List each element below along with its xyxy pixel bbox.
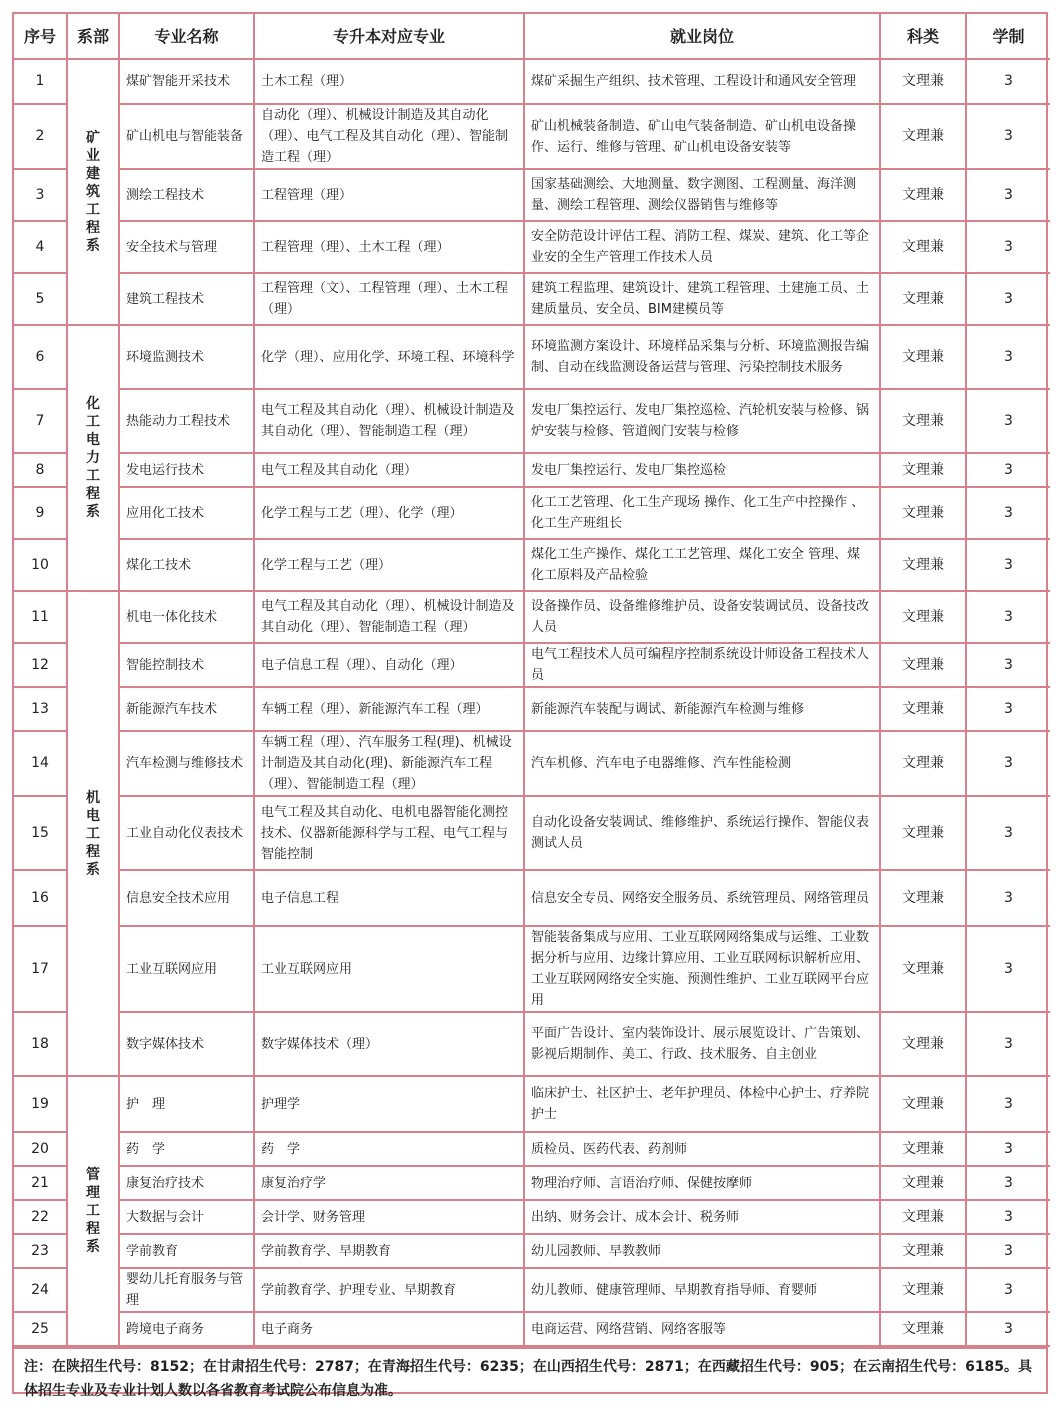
- table-row: [14, 273, 1050, 325]
- upgrade-major: 土木工程（理）: [254, 59, 524, 104]
- row-index: 1: [14, 59, 67, 104]
- job-positions: 发电厂集控运行、发电厂集控巡检: [524, 453, 880, 487]
- duration: 3: [966, 325, 1050, 389]
- row-index: 9: [14, 487, 67, 539]
- row-index: 4: [14, 221, 67, 273]
- job-positions: 环境监测方案设计、环境样品采集与分析、环境监测报告编制、自动在线监测设备运营与管理、污染控制技术服务: [524, 325, 880, 389]
- row-index: 6: [14, 325, 67, 389]
- major-name: 康复治疗技术: [119, 1166, 254, 1200]
- job-positions: 发电厂集控运行、发电厂集控巡检、汽轮机安装与检修、锅炉安装与检修、管道阀门安装与检修: [524, 389, 880, 453]
- header-category: 科类: [880, 14, 966, 59]
- major-name: 煤矿智能开采技术: [119, 59, 254, 104]
- admissions-table-frame: [12, 12, 1048, 1399]
- job-positions: 新能源汽车装配与调试、新能源汽车检测与维修: [524, 687, 880, 731]
- category: 文理兼: [880, 591, 966, 643]
- table-row: [14, 1200, 1050, 1234]
- category: 文理兼: [880, 487, 966, 539]
- major-name: 药 学: [119, 1132, 254, 1166]
- duration: 3: [966, 1132, 1050, 1166]
- job-positions: 质检员、医药代表、药剂师: [524, 1132, 880, 1166]
- row-index: 15: [14, 796, 67, 870]
- row-index: 14: [14, 731, 67, 796]
- job-positions: 国家基础测绘、大地测量、数字测图、工程测量、海洋测量、测绘工程管理、测绘仪器销售与维修等: [524, 169, 880, 221]
- upgrade-major: 工业互联网应用: [254, 926, 524, 1012]
- row-index: 13: [14, 687, 67, 731]
- row-index: 18: [14, 1012, 67, 1076]
- major-name: 新能源汽车技术: [119, 687, 254, 731]
- category: 文理兼: [880, 687, 966, 731]
- table-row: [14, 643, 1050, 687]
- category: 文理兼: [880, 643, 966, 687]
- majors-table: [14, 14, 1050, 1347]
- major-name: 测绘工程技术: [119, 169, 254, 221]
- job-positions: 电商运营、网络营销、网络客服等: [524, 1312, 880, 1346]
- row-index: 25: [14, 1312, 67, 1346]
- duration: 3: [966, 221, 1050, 273]
- table-row: [14, 221, 1050, 273]
- duration: 3: [966, 1234, 1050, 1268]
- table-row: [14, 325, 1050, 389]
- major-name: 建筑工程技术: [119, 273, 254, 325]
- department-name: 机电工程系: [86, 789, 100, 878]
- category: 文理兼: [880, 325, 966, 389]
- row-index: 17: [14, 926, 67, 1012]
- job-positions: 建筑工程监理、建筑设计、建筑工程管理、土建施工员、土建质量员、安全员、BIM建模员等: [524, 273, 880, 325]
- header-duration: 学制: [966, 14, 1050, 59]
- duration: 3: [966, 870, 1050, 926]
- upgrade-major: 药 学: [254, 1132, 524, 1166]
- upgrade-major: 数字媒体技术（理）: [254, 1012, 524, 1076]
- duration: 3: [966, 59, 1050, 104]
- major-name: 煤化工技术: [119, 539, 254, 591]
- job-positions: 物理治疗师、言语治疗师、保健按摩师: [524, 1166, 880, 1200]
- upgrade-major: 化学工程与工艺（理）: [254, 539, 524, 591]
- category: 文理兼: [880, 1234, 966, 1268]
- row-index: 22: [14, 1200, 67, 1234]
- category: 文理兼: [880, 870, 966, 926]
- category: 文理兼: [880, 731, 966, 796]
- row-index: 16: [14, 870, 67, 926]
- upgrade-major: 电气工程及其自动化（理）、机械设计制造及其自动化（理）、智能制造工程（理）: [254, 591, 524, 643]
- department-name: 矿业建筑工程系: [86, 130, 100, 254]
- table-row: [14, 1312, 1050, 1346]
- job-positions: 幼儿教师、健康管理师、早期教育指导师、育婴师: [524, 1268, 880, 1312]
- major-name: 应用化工技术: [119, 487, 254, 539]
- table-row: [14, 1234, 1050, 1268]
- table-row: [14, 487, 1050, 539]
- duration: 3: [966, 687, 1050, 731]
- job-positions: 煤化工生产操作、煤化工工艺管理、煤化工安全 管理、煤化工原料及产品检验: [524, 539, 880, 591]
- table-header-row: [14, 14, 1050, 59]
- table-row: [14, 59, 1050, 104]
- category: 文理兼: [880, 1012, 966, 1076]
- upgrade-major: 学前教育学、护理专业、早期教育: [254, 1268, 524, 1312]
- header-jobs: 就业岗位: [524, 14, 880, 59]
- table-row: [14, 104, 1050, 169]
- duration: 3: [966, 389, 1050, 453]
- category: 文理兼: [880, 1132, 966, 1166]
- major-name: 跨境电子商务: [119, 1312, 254, 1346]
- category: 文理兼: [880, 1076, 966, 1132]
- department-cell: [67, 325, 119, 591]
- upgrade-major: 学前教育学、早期教育: [254, 1234, 524, 1268]
- upgrade-major: 会计学、财务管理: [254, 1200, 524, 1234]
- table-row: [14, 1076, 1050, 1132]
- job-positions: 矿山机械装备制造、矿山电气装备制造、矿山机电设备操作、运行、维修与管理、矿山机电设备安装等: [524, 104, 880, 169]
- major-name: 工业自动化仪表技术: [119, 796, 254, 870]
- major-name: 汽车检测与维修技术: [119, 731, 254, 796]
- upgrade-major: 工程管理（理）: [254, 169, 524, 221]
- upgrade-major: 化学工程与工艺（理）、化学（理）: [254, 487, 524, 539]
- duration: 3: [966, 1312, 1050, 1346]
- job-positions: 设备操作员、设备维修维护员、设备安装调试员、设备技改人员: [524, 591, 880, 643]
- table-row: [14, 1132, 1050, 1166]
- job-positions: 临床护士、社区护士、老年护理员、体检中心护士、疗养院护士: [524, 1076, 880, 1132]
- duration: 3: [966, 591, 1050, 643]
- table-row: [14, 591, 1050, 643]
- table-row: [14, 687, 1050, 731]
- table-row: [14, 1012, 1050, 1076]
- row-index: 7: [14, 389, 67, 453]
- header-department: 系部: [67, 14, 119, 59]
- row-index: 11: [14, 591, 67, 643]
- upgrade-major: 电子信息工程: [254, 870, 524, 926]
- duration: 3: [966, 1076, 1050, 1132]
- duration: 3: [966, 796, 1050, 870]
- upgrade-major: 康复治疗学: [254, 1166, 524, 1200]
- category: 文理兼: [880, 1166, 966, 1200]
- upgrade-major: 工程管理（理）、土木工程（理）: [254, 221, 524, 273]
- footnote: 注：在陕招生代号：8152；在甘肃招生代号：2787；在青海招生代号：6235；在山西招生代号：2871；在西藏招生代号：905；在云南招生代号：6185。具体招生专业及专业计划人数以各省教育考试院公布信息为准。: [14, 1347, 1046, 1411]
- major-name: 信息安全技术应用: [119, 870, 254, 926]
- job-positions: 自动化设备安装调试、维修维护、系统运行操作、智能仪表测试人员: [524, 796, 880, 870]
- upgrade-major: 护理学: [254, 1076, 524, 1132]
- row-index: 10: [14, 539, 67, 591]
- row-index: 21: [14, 1166, 67, 1200]
- major-name: 工业互联网应用: [119, 926, 254, 1012]
- category: 文理兼: [880, 796, 966, 870]
- job-positions: 智能装备集成与应用、工业互联网网络集成与运维、工业数据分析与应用、边缘计算应用、工业互联网标识解析应用、工业互联网网络安全实施、预测性维护、工业互联网平台应用: [524, 926, 880, 1012]
- row-index: 8: [14, 453, 67, 487]
- upgrade-major: 车辆工程（理）、汽车服务工程(理)、机械设计制造及其自动化(理)、新能源汽车工程（理）、智能制造工程（理）: [254, 731, 524, 796]
- category: 文理兼: [880, 539, 966, 591]
- job-positions: 信息安全专员、网络安全服务员、系统管理员、网络管理员: [524, 870, 880, 926]
- major-name: 数字媒体技术: [119, 1012, 254, 1076]
- major-name: 机电一体化技术: [119, 591, 254, 643]
- job-positions: 平面广告设计、室内装饰设计、展示展览设计、广告策划、影视后期制作、美工、行政、技术服务、自主创业: [524, 1012, 880, 1076]
- category: 文理兼: [880, 926, 966, 1012]
- row-index: 20: [14, 1132, 67, 1166]
- major-name: 护 理: [119, 1076, 254, 1132]
- major-name: 大数据与会计: [119, 1200, 254, 1234]
- department-name: 管理工程系: [86, 1167, 100, 1255]
- duration: 3: [966, 1166, 1050, 1200]
- table-row: [14, 389, 1050, 453]
- category: 文理兼: [880, 104, 966, 169]
- upgrade-major: 车辆工程（理）、新能源汽车工程（理）: [254, 687, 524, 731]
- duration: 3: [966, 1268, 1050, 1312]
- upgrade-major: 电气工程及其自动化、电机电器智能化测控技术、仪器新能源科学与工程、电气工程与智能控制: [254, 796, 524, 870]
- header-index: 序号: [14, 14, 67, 59]
- table-row: [14, 731, 1050, 796]
- table-row: [14, 926, 1050, 1012]
- category: 文理兼: [880, 169, 966, 221]
- job-positions: 幼儿园教师、早教教师: [524, 1234, 880, 1268]
- job-positions: 出纳、财务会计、成本会计、税务师: [524, 1200, 880, 1234]
- department-cell: [67, 591, 119, 1076]
- upgrade-major: 自动化（理）、机械设计制造及其自动化（理）、电气工程及其自动化（理）、智能制造工程（理）: [254, 104, 524, 169]
- duration: 3: [966, 1012, 1050, 1076]
- job-positions: 煤矿采掘生产组织、技术管理、工程设计和通风安全管理: [524, 59, 880, 104]
- table-row: [14, 1166, 1050, 1200]
- major-name: 矿山机电与智能装备: [119, 104, 254, 169]
- row-index: 19: [14, 1076, 67, 1132]
- table-row: [14, 169, 1050, 221]
- major-name: 安全技术与管理: [119, 221, 254, 273]
- table-body: [14, 59, 1050, 1346]
- category: 文理兼: [880, 221, 966, 273]
- category: 文理兼: [880, 389, 966, 453]
- table-row: [14, 870, 1050, 926]
- job-positions: 电气工程技术人员可编程序控制系统设计师设备工程技术人员: [524, 643, 880, 687]
- upgrade-major: 工程管理（文）、工程管理（理）、土木工程（理）: [254, 273, 524, 325]
- category: 文理兼: [880, 453, 966, 487]
- duration: 3: [966, 487, 1050, 539]
- duration: 3: [966, 731, 1050, 796]
- upgrade-major: 电子信息工程（理）、自动化（理）: [254, 643, 524, 687]
- row-index: 5: [14, 273, 67, 325]
- category: 文理兼: [880, 273, 966, 325]
- duration: 3: [966, 643, 1050, 687]
- major-name: 热能动力工程技术: [119, 389, 254, 453]
- header-upgrade-major: 专升本对应专业: [254, 14, 524, 59]
- duration: 3: [966, 169, 1050, 221]
- table-row: [14, 453, 1050, 487]
- job-positions: 汽车机修、汽车电子电器维修、汽车性能检测: [524, 731, 880, 796]
- category: 文理兼: [880, 1312, 966, 1346]
- header-major: 专业名称: [119, 14, 254, 59]
- duration: 3: [966, 273, 1050, 325]
- table-row: [14, 796, 1050, 870]
- major-name: 智能控制技术: [119, 643, 254, 687]
- duration: 3: [966, 926, 1050, 1012]
- department-cell: [67, 59, 119, 325]
- job-positions: 安全防范设计评估工程、消防工程、煤炭、建筑、化工等企业安的全生产管理工作技术人员: [524, 221, 880, 273]
- duration: 3: [966, 104, 1050, 169]
- duration: 3: [966, 1200, 1050, 1234]
- category: 文理兼: [880, 1268, 966, 1312]
- table-row: [14, 1268, 1050, 1312]
- row-index: 2: [14, 104, 67, 169]
- row-index: 12: [14, 643, 67, 687]
- job-positions: 化工工艺管理、化工生产现场 操作、化工生产中控操作 、化工生产班组长: [524, 487, 880, 539]
- duration: 3: [966, 539, 1050, 591]
- category: 文理兼: [880, 1200, 966, 1234]
- category: 文理兼: [880, 59, 966, 104]
- major-name: 学前教育: [119, 1234, 254, 1268]
- row-index: 23: [14, 1234, 67, 1268]
- upgrade-major: 电子商务: [254, 1312, 524, 1346]
- major-name: 环境监测技术: [119, 325, 254, 389]
- row-index: 3: [14, 169, 67, 221]
- table-row: [14, 539, 1050, 591]
- upgrade-major: 电气工程及其自动化（理）、机械设计制造及其自动化（理）、智能制造工程（理）: [254, 389, 524, 453]
- upgrade-major: 电气工程及其自动化（理）: [254, 453, 524, 487]
- department-name: 化工电力工程系: [86, 396, 100, 520]
- row-index: 24: [14, 1268, 67, 1312]
- major-name: 婴幼儿托育服务与管理: [119, 1268, 254, 1312]
- department-cell: [67, 1076, 119, 1346]
- upgrade-major: 化学（理）、应用化学、环境工程、环境科学: [254, 325, 524, 389]
- duration: 3: [966, 453, 1050, 487]
- major-name: 发电运行技术: [119, 453, 254, 487]
